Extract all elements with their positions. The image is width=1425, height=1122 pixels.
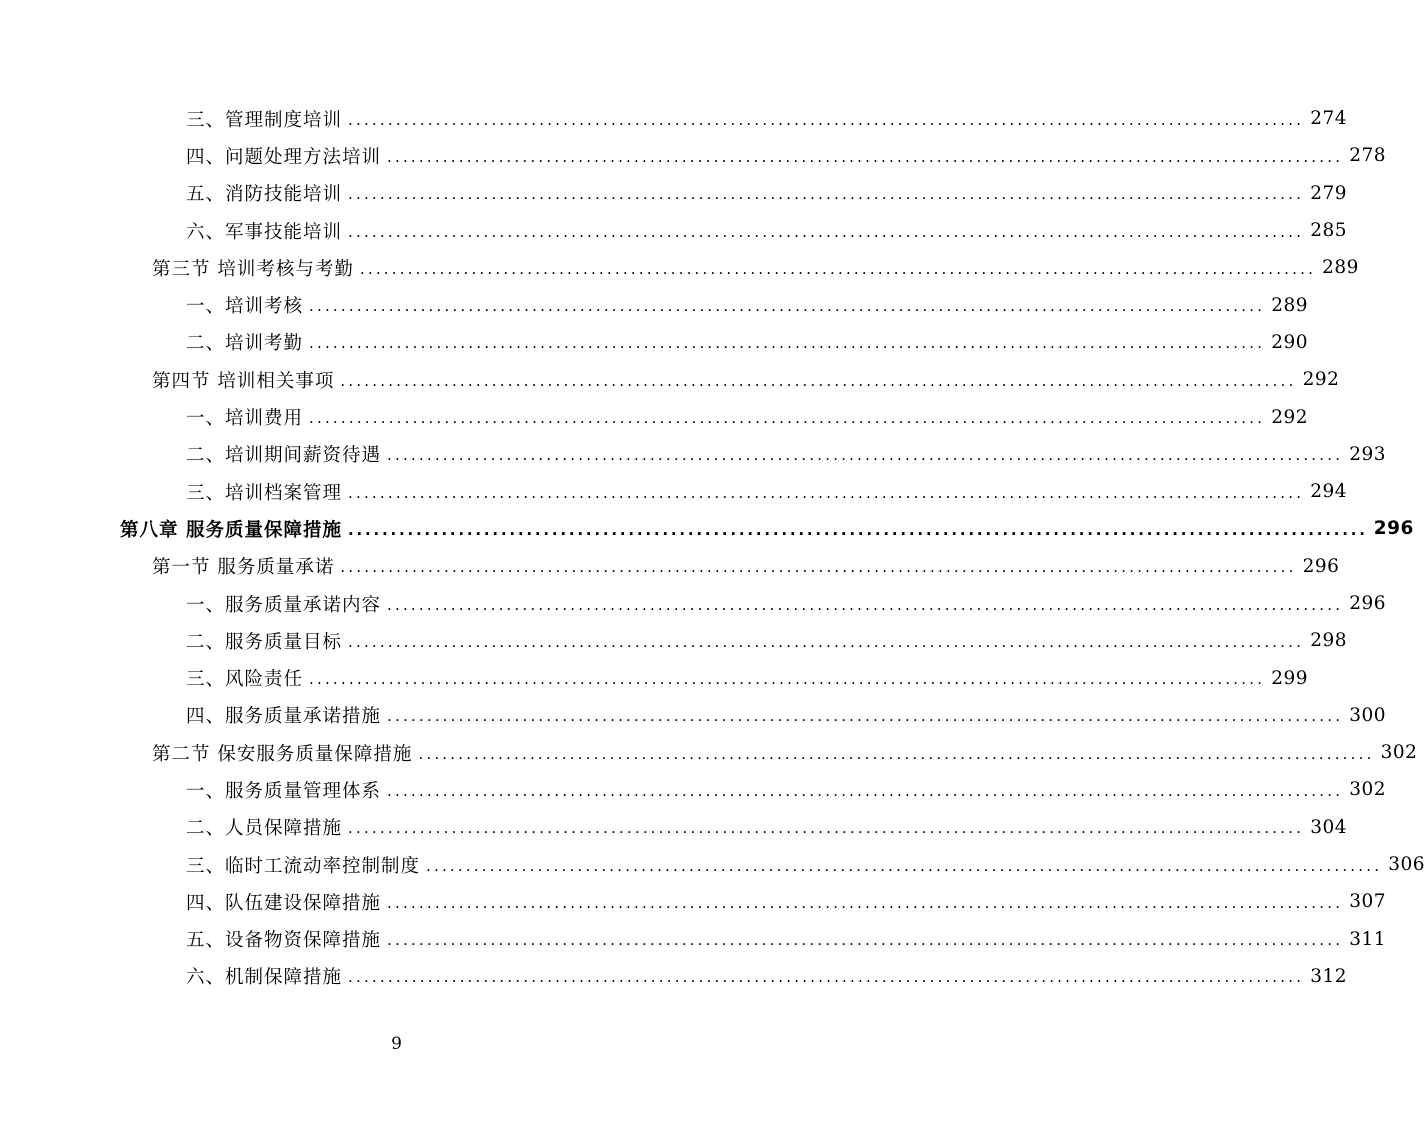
- toc-entry-page: 311: [1349, 928, 1386, 950]
- toc-entry-page: 279: [1310, 182, 1347, 204]
- page-number: 9: [391, 1034, 402, 1054]
- toc-entry-title: 二、人员保障措施: [186, 818, 343, 840]
- dot-leader: ........................................................................................................................: [309, 334, 1266, 353]
- toc-entry-page: 302: [1349, 779, 1386, 801]
- toc-entry-title: 五、消防技能培训: [186, 184, 343, 206]
- toc-entry-title: 三、培训档案管理: [186, 482, 343, 504]
- dot-leader: ........................................................................................................................: [348, 222, 1305, 241]
- toc-entry-page: 292: [1271, 406, 1308, 428]
- dot-leader: ........................................................................................................................: [387, 931, 1344, 950]
- toc-entry-title: 三、管理制度培训: [186, 109, 343, 131]
- toc-entry-title: 四、队伍建设保障措施: [186, 892, 382, 914]
- dot-leader: ........................................................................................................................: [340, 371, 1297, 390]
- toc-entry-page: 298: [1310, 630, 1347, 652]
- dot-leader: ........................................................................................................................: [347, 520, 1368, 539]
- toc-entry-page: 300: [1349, 704, 1386, 726]
- dot-leader: ........................................................................................................................: [348, 185, 1305, 204]
- toc-entry-title: 四、服务质量承诺措施: [186, 706, 382, 728]
- toc-entry-item[interactable]: [0, 697, 1386, 734]
- toc-entry-page: 290: [1271, 331, 1308, 353]
- toc-entry-section[interactable]: [0, 249, 1359, 286]
- dot-leader: ........................................................................................................................: [387, 147, 1344, 166]
- toc-entry-item[interactable]: [0, 771, 1386, 808]
- toc-entry-item[interactable]: [0, 659, 1308, 696]
- toc-entry-title: 二、培训期间薪资待遇: [186, 445, 382, 467]
- toc-entry-title: 一、培训费用: [186, 408, 304, 430]
- toc-entry-title: 第二节 保安服务质量保障措施: [152, 743, 413, 765]
- dot-leader: ........................................................................................................................: [348, 483, 1305, 502]
- toc-entry-item[interactable]: [0, 809, 1347, 846]
- toc-entry-item[interactable]: [0, 398, 1308, 435]
- toc-entry-title: 六、军事技能培训: [186, 221, 343, 243]
- toc-entry-item[interactable]: [0, 212, 1347, 249]
- dot-leader: ........................................................................................................................: [387, 893, 1344, 912]
- toc-entry-section[interactable]: [0, 548, 1340, 585]
- toc-entry-title: 三、风险责任: [186, 669, 304, 691]
- toc-entry-page: 292: [1302, 369, 1340, 391]
- toc-entry-title: 第三节 培训考核与考勤: [152, 258, 354, 280]
- dot-leader: ........................................................................................................................: [387, 707, 1344, 726]
- toc-entry-item[interactable]: [0, 622, 1347, 659]
- toc-entry-page: 302: [1380, 742, 1418, 764]
- toc-entry-page: 307: [1349, 891, 1386, 913]
- toc-entry-section[interactable]: [0, 734, 1418, 771]
- toc-entry-title: 第一节 服务质量承诺: [152, 557, 335, 579]
- table-of-contents: [0, 100, 1425, 995]
- toc-entry-page: 293: [1349, 443, 1386, 465]
- toc-entry-page: 289: [1322, 257, 1359, 279]
- dot-leader: ........................................................................................................................: [387, 595, 1344, 614]
- toc-entry-page: 278: [1349, 145, 1386, 167]
- dot-leader: ........................................................................................................................: [387, 446, 1344, 465]
- toc-entry-page: 294: [1310, 481, 1347, 503]
- dot-leader: ........................................................................................................................: [309, 409, 1266, 428]
- dot-leader: ........................................................................................................................: [387, 781, 1344, 800]
- toc-entry-item[interactable]: [0, 585, 1386, 622]
- toc-entry-page: 285: [1310, 220, 1347, 242]
- toc-entry-page: 299: [1271, 667, 1308, 689]
- toc-entry-page: 296: [1302, 555, 1340, 577]
- dot-leader: ........................................................................................................................: [309, 670, 1266, 689]
- toc-entry-page: 304: [1310, 816, 1347, 838]
- toc-entry-title: 二、培训考勤: [186, 333, 304, 355]
- toc-entry-item[interactable]: [0, 883, 1386, 920]
- toc-entry-title: 二、服务质量目标: [186, 631, 343, 653]
- toc-entry-title: 第四节 培训相关事项: [152, 370, 335, 392]
- toc-entry-item[interactable]: [0, 473, 1347, 510]
- toc-entry-item[interactable]: [0, 137, 1386, 174]
- dot-leader: ........................................................................................................................: [348, 110, 1305, 129]
- dot-leader: ........................................................................................................................: [426, 856, 1383, 875]
- toc-entry-item[interactable]: [0, 436, 1386, 473]
- toc-entry-title: 五、设备物资保障措施: [186, 930, 382, 952]
- dot-leader: ........................................................................................................................: [309, 297, 1266, 316]
- toc-entry-section[interactable]: [0, 361, 1340, 398]
- toc-entry-page: 306: [1388, 854, 1425, 876]
- toc-entry-title: 一、服务质量管理体系: [186, 780, 382, 802]
- toc-entry-chapter[interactable]: [0, 510, 1414, 547]
- toc-entry-item[interactable]: [0, 958, 1347, 995]
- dot-leader: ........................................................................................................................: [340, 558, 1297, 577]
- toc-entry-page: 289: [1271, 294, 1308, 316]
- toc-entry-title: 一、服务质量承诺内容: [186, 594, 382, 616]
- toc-entry-page: 312: [1310, 965, 1347, 987]
- dot-leader: ........................................................................................................................: [348, 632, 1305, 651]
- dot-leader: ........................................................................................................................: [348, 819, 1305, 838]
- toc-entry-item[interactable]: [0, 921, 1386, 958]
- toc-entry-title: 四、问题处理方法培训: [186, 146, 382, 168]
- toc-entry-item[interactable]: [0, 324, 1308, 361]
- toc-entry-title: 三、临时工流动率控制制度: [186, 855, 421, 877]
- dot-leader: ........................................................................................................................: [359, 259, 1317, 278]
- toc-entry-title: 第八章 服务质量保障措施: [120, 519, 342, 541]
- toc-entry-page: 274: [1310, 108, 1347, 130]
- toc-entry-title: 六、机制保障措施: [186, 967, 343, 989]
- toc-entry-item[interactable]: [0, 175, 1347, 212]
- dot-leader: ........................................................................................................................: [418, 744, 1375, 763]
- toc-entry-item[interactable]: [0, 100, 1347, 137]
- toc-entry-item[interactable]: [0, 846, 1425, 883]
- toc-entry-item[interactable]: [0, 286, 1308, 323]
- toc-entry-page: 296: [1349, 593, 1386, 614]
- toc-entry-title: 一、培训考核: [186, 296, 304, 318]
- toc-entry-page: 296: [1373, 518, 1414, 540]
- dot-leader: ........................................................................................................................: [348, 968, 1305, 987]
